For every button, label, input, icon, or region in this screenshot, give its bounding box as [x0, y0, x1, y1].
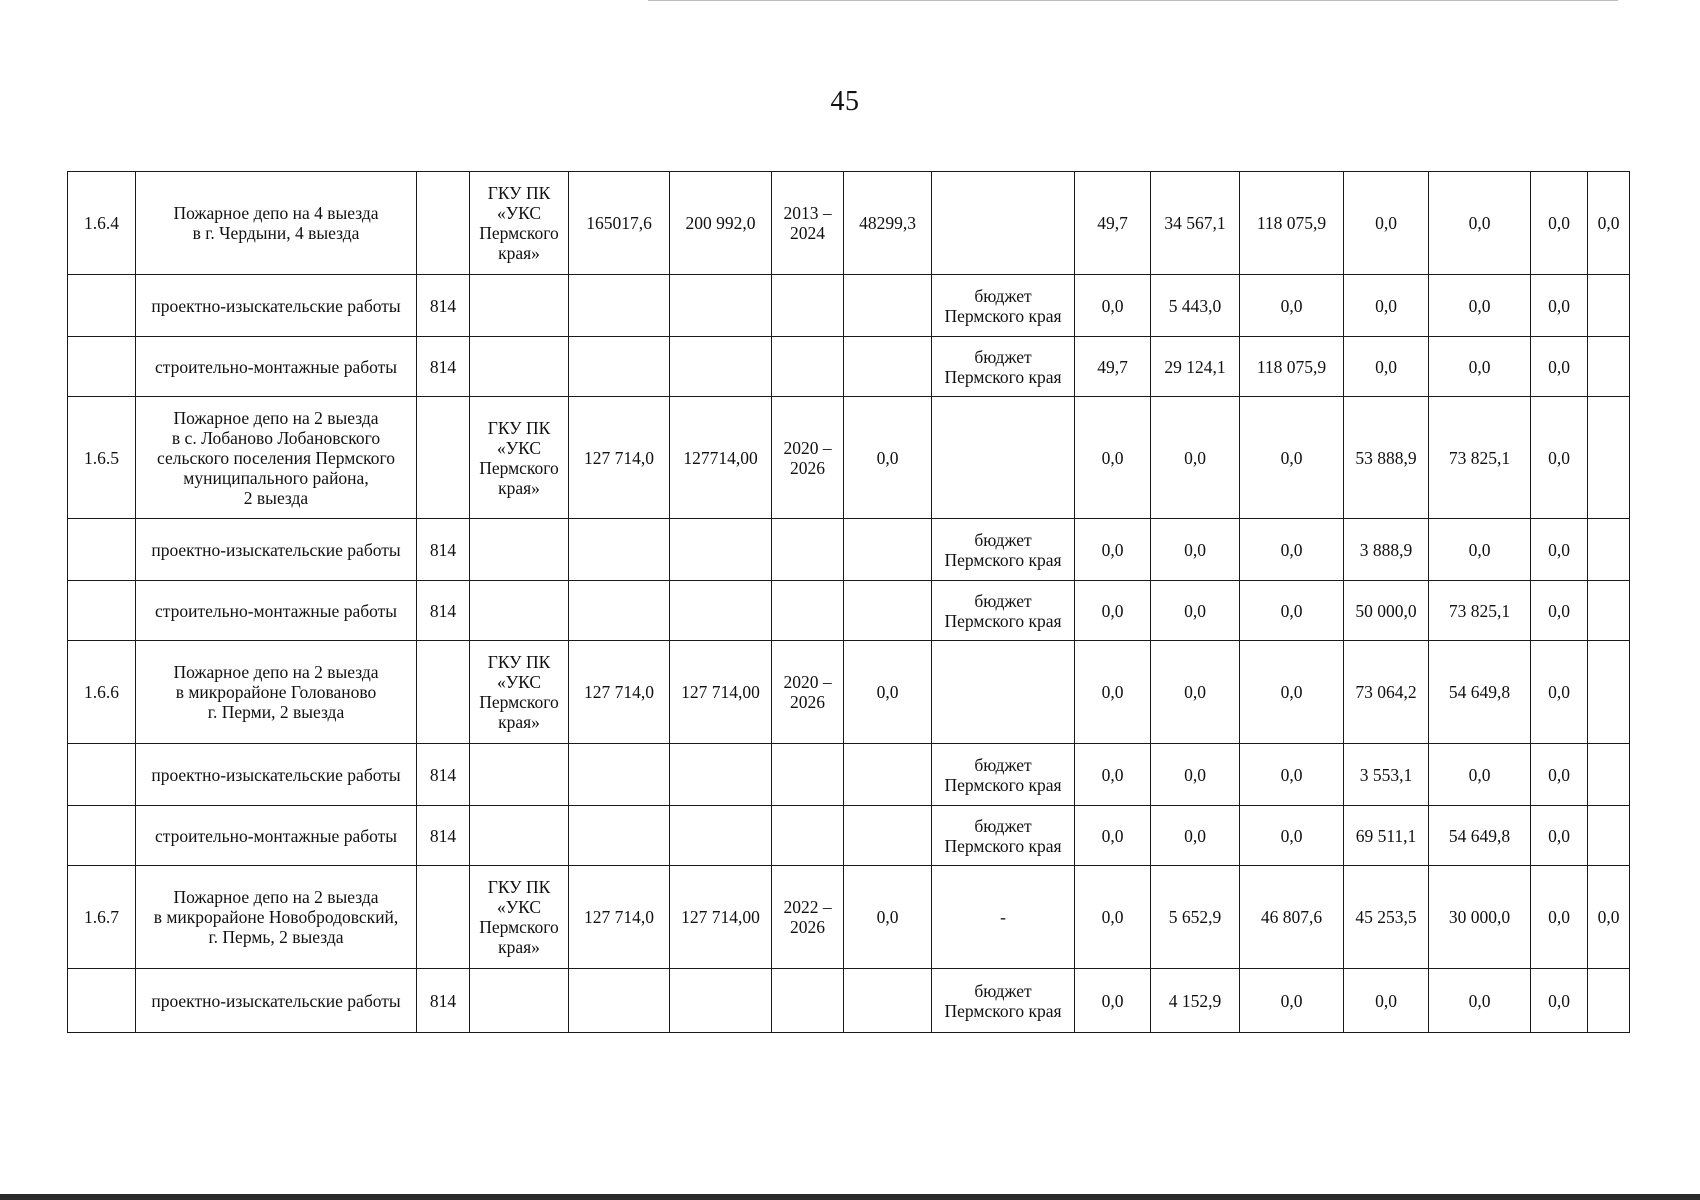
- customer-cell: [470, 969, 569, 1033]
- customer-cell: ГКУ ПК «УКС Пермского края»: [470, 866, 569, 969]
- row-number: 1.6.6: [68, 641, 136, 744]
- funding-source-cell: [932, 641, 1075, 744]
- object-name: проектно-изыскательские работы: [136, 275, 417, 337]
- table-row: [68, 581, 1630, 641]
- row-number: [68, 519, 136, 581]
- value-year-7: [1588, 744, 1630, 806]
- financed-cell: [844, 806, 932, 866]
- object-name: строительно-монтажные работы: [136, 806, 417, 866]
- value-year-2: 0,0: [1151, 744, 1240, 806]
- current-cost-cell: 127714,00: [670, 397, 772, 519]
- object-name: Пожарное депо на 2 выезда в с. Лобаново Лобановского сельского поселения Пермского муниципального района, 2 выезда: [136, 397, 417, 519]
- value-year-1: 0,0: [1075, 866, 1151, 969]
- current-cost-cell: [670, 581, 772, 641]
- row-number: [68, 744, 136, 806]
- row-number: [68, 581, 136, 641]
- value-year-6: 0,0: [1531, 969, 1588, 1033]
- funding-source-cell: бюджет Пермского края: [932, 806, 1075, 866]
- scan-edge-bottom: [0, 1194, 1700, 1200]
- funding-source-cell: [932, 397, 1075, 519]
- funding-source-cell: [932, 172, 1075, 275]
- value-year-7: [1588, 275, 1630, 337]
- scan-edge-line: [648, 0, 1618, 1]
- object-name: проектно-изыскательские работы: [136, 969, 417, 1033]
- period-cell: [772, 275, 844, 337]
- value-year-7: [1588, 519, 1630, 581]
- table-row: [68, 866, 1630, 969]
- customer-cell: [470, 581, 569, 641]
- code-cell: 814: [417, 744, 470, 806]
- estimate-cost-cell: 165017,6: [569, 172, 670, 275]
- page-number: 45: [830, 86, 860, 117]
- current-cost-cell: 127 714,00: [670, 866, 772, 969]
- customer-cell: [470, 519, 569, 581]
- table-row: [68, 275, 1630, 337]
- value-year-4: 53 888,9: [1344, 397, 1429, 519]
- value-year-3: 0,0: [1240, 806, 1344, 866]
- value-year-5: 73 825,1: [1429, 397, 1531, 519]
- code-cell: [417, 641, 470, 744]
- estimate-cost-cell: [569, 337, 670, 397]
- code-cell: 814: [417, 969, 470, 1033]
- table-row: [68, 397, 1630, 519]
- value-year-3: 0,0: [1240, 744, 1344, 806]
- period-cell: [772, 744, 844, 806]
- financed-cell: [844, 581, 932, 641]
- value-year-6: 0,0: [1531, 275, 1588, 337]
- code-cell: 814: [417, 581, 470, 641]
- value-year-7: [1588, 806, 1630, 866]
- estimate-cost-cell: [569, 275, 670, 337]
- value-year-5: 0,0: [1429, 172, 1531, 275]
- value-year-2: 5 652,9: [1151, 866, 1240, 969]
- value-year-5: 0,0: [1429, 969, 1531, 1033]
- value-year-1: 0,0: [1075, 275, 1151, 337]
- table-row: [68, 337, 1630, 397]
- row-number: 1.6.4: [68, 172, 136, 275]
- financed-cell: 0,0: [844, 641, 932, 744]
- customer-cell: [470, 744, 569, 806]
- value-year-5: 54 649,8: [1429, 641, 1531, 744]
- object-name: строительно-монтажные работы: [136, 581, 417, 641]
- program-table: [67, 171, 1630, 1033]
- value-year-5: 0,0: [1429, 744, 1531, 806]
- value-year-5: 30 000,0: [1429, 866, 1531, 969]
- funding-source-cell: -: [932, 866, 1075, 969]
- period-cell: 2022 – 2026: [772, 866, 844, 969]
- object-name: Пожарное депо на 2 выезда в микрорайоне Голованово г. Перми, 2 выезда: [136, 641, 417, 744]
- value-year-5: 73 825,1: [1429, 581, 1531, 641]
- row-number: [68, 806, 136, 866]
- code-cell: 814: [417, 275, 470, 337]
- value-year-2: 0,0: [1151, 581, 1240, 641]
- value-year-6: 0,0: [1531, 519, 1588, 581]
- period-cell: [772, 581, 844, 641]
- financed-cell: [844, 275, 932, 337]
- funding-source-cell: бюджет Пермского края: [932, 744, 1075, 806]
- value-year-3: 118 075,9: [1240, 172, 1344, 275]
- row-number: 1.6.5: [68, 397, 136, 519]
- row-number: [68, 337, 136, 397]
- table-row: [68, 172, 1630, 275]
- value-year-6: 0,0: [1531, 806, 1588, 866]
- table-row: [68, 641, 1630, 744]
- value-year-1: 0,0: [1075, 641, 1151, 744]
- current-cost-cell: [670, 806, 772, 866]
- current-cost-cell: [670, 519, 772, 581]
- current-cost-cell: [670, 275, 772, 337]
- estimate-cost-cell: 127 714,0: [569, 866, 670, 969]
- period-cell: [772, 519, 844, 581]
- financed-cell: [844, 519, 932, 581]
- code-cell: [417, 397, 470, 519]
- value-year-7: [1588, 397, 1630, 519]
- row-number: 1.6.7: [68, 866, 136, 969]
- value-year-6: 0,0: [1531, 337, 1588, 397]
- period-cell: 2020 – 2026: [772, 397, 844, 519]
- funding-source-cell: бюджет Пермского края: [932, 969, 1075, 1033]
- value-year-4: 0,0: [1344, 337, 1429, 397]
- customer-cell: ГКУ ПК «УКС Пермского края»: [470, 641, 569, 744]
- customer-cell: [470, 806, 569, 866]
- code-cell: 814: [417, 337, 470, 397]
- value-year-2: 0,0: [1151, 641, 1240, 744]
- period-cell: [772, 969, 844, 1033]
- financed-cell: [844, 969, 932, 1033]
- object-name: строительно-монтажные работы: [136, 337, 417, 397]
- current-cost-cell: 200 992,0: [670, 172, 772, 275]
- period-cell: 2013 – 2024: [772, 172, 844, 275]
- value-year-7: 0,0: [1588, 172, 1630, 275]
- row-number: [68, 969, 136, 1033]
- current-cost-cell: 127 714,00: [670, 641, 772, 744]
- code-cell: 814: [417, 519, 470, 581]
- value-year-7: 0,0: [1588, 866, 1630, 969]
- value-year-7: [1588, 581, 1630, 641]
- value-year-6: 0,0: [1531, 581, 1588, 641]
- value-year-1: 49,7: [1075, 337, 1151, 397]
- value-year-7: [1588, 337, 1630, 397]
- value-year-3: 0,0: [1240, 641, 1344, 744]
- funding-source-cell: бюджет Пермского края: [932, 337, 1075, 397]
- financed-cell: 0,0: [844, 866, 932, 969]
- row-number: [68, 275, 136, 337]
- value-year-3: 0,0: [1240, 581, 1344, 641]
- customer-cell: ГКУ ПК «УКС Пермского края»: [470, 172, 569, 275]
- value-year-1: 49,7: [1075, 172, 1151, 275]
- estimate-cost-cell: [569, 581, 670, 641]
- value-year-6: 0,0: [1531, 866, 1588, 969]
- code-cell: [417, 172, 470, 275]
- value-year-1: 0,0: [1075, 806, 1151, 866]
- object-name: Пожарное депо на 4 выезда в г. Чердыни, 4 выезда: [136, 172, 417, 275]
- estimate-cost-cell: [569, 519, 670, 581]
- customer-cell: [470, 275, 569, 337]
- object-name: Пожарное депо на 2 выезда в микрорайоне Новобродовский, г. Пермь, 2 выезда: [136, 866, 417, 969]
- value-year-5: 0,0: [1429, 337, 1531, 397]
- value-year-2: 34 567,1: [1151, 172, 1240, 275]
- code-cell: [417, 866, 470, 969]
- table-row: [68, 519, 1630, 581]
- estimate-cost-cell: 127 714,0: [569, 641, 670, 744]
- value-year-1: 0,0: [1075, 969, 1151, 1033]
- customer-cell: ГКУ ПК «УКС Пермского края»: [470, 397, 569, 519]
- value-year-5: 0,0: [1429, 519, 1531, 581]
- value-year-5: 0,0: [1429, 275, 1531, 337]
- object-name: проектно-изыскательские работы: [136, 744, 417, 806]
- value-year-6: 0,0: [1531, 172, 1588, 275]
- estimate-cost-cell: [569, 744, 670, 806]
- value-year-2: 0,0: [1151, 519, 1240, 581]
- value-year-1: 0,0: [1075, 581, 1151, 641]
- funding-source-cell: бюджет Пермского края: [932, 275, 1075, 337]
- value-year-2: 4 152,9: [1151, 969, 1240, 1033]
- value-year-4: 3 553,1: [1344, 744, 1429, 806]
- value-year-2: 29 124,1: [1151, 337, 1240, 397]
- financed-cell: [844, 744, 932, 806]
- value-year-4: 45 253,5: [1344, 866, 1429, 969]
- value-year-4: 3 888,9: [1344, 519, 1429, 581]
- value-year-7: [1588, 641, 1630, 744]
- value-year-2: 0,0: [1151, 397, 1240, 519]
- value-year-3: 0,0: [1240, 397, 1344, 519]
- value-year-4: 0,0: [1344, 275, 1429, 337]
- table-row: [68, 806, 1630, 866]
- value-year-6: 0,0: [1531, 744, 1588, 806]
- value-year-2: 5 443,0: [1151, 275, 1240, 337]
- value-year-4: 50 000,0: [1344, 581, 1429, 641]
- value-year-4: 73 064,2: [1344, 641, 1429, 744]
- value-year-7: [1588, 969, 1630, 1033]
- estimate-cost-cell: 127 714,0: [569, 397, 670, 519]
- financed-cell: 48299,3: [844, 172, 932, 275]
- value-year-1: 0,0: [1075, 397, 1151, 519]
- value-year-3: 0,0: [1240, 519, 1344, 581]
- value-year-4: 69 511,1: [1344, 806, 1429, 866]
- financed-cell: 0,0: [844, 397, 932, 519]
- value-year-3: 0,0: [1240, 275, 1344, 337]
- object-name: проектно-изыскательские работы: [136, 519, 417, 581]
- financed-cell: [844, 337, 932, 397]
- value-year-4: 0,0: [1344, 969, 1429, 1033]
- estimate-cost-cell: [569, 969, 670, 1033]
- value-year-6: 0,0: [1531, 397, 1588, 519]
- period-cell: [772, 806, 844, 866]
- period-cell: [772, 337, 844, 397]
- value-year-1: 0,0: [1075, 519, 1151, 581]
- table-row: [68, 744, 1630, 806]
- value-year-4: 0,0: [1344, 172, 1429, 275]
- customer-cell: [470, 337, 569, 397]
- value-year-5: 54 649,8: [1429, 806, 1531, 866]
- estimate-cost-cell: [569, 806, 670, 866]
- value-year-3: 118 075,9: [1240, 337, 1344, 397]
- value-year-1: 0,0: [1075, 744, 1151, 806]
- value-year-3: 0,0: [1240, 969, 1344, 1033]
- funding-source-cell: бюджет Пермского края: [932, 519, 1075, 581]
- current-cost-cell: [670, 337, 772, 397]
- current-cost-cell: [670, 744, 772, 806]
- funding-source-cell: бюджет Пермского края: [932, 581, 1075, 641]
- value-year-6: 0,0: [1531, 641, 1588, 744]
- current-cost-cell: [670, 969, 772, 1033]
- value-year-2: 0,0: [1151, 806, 1240, 866]
- code-cell: 814: [417, 806, 470, 866]
- value-year-3: 46 807,6: [1240, 866, 1344, 969]
- period-cell: 2020 – 2026: [772, 641, 844, 744]
- table-row: [68, 969, 1630, 1033]
